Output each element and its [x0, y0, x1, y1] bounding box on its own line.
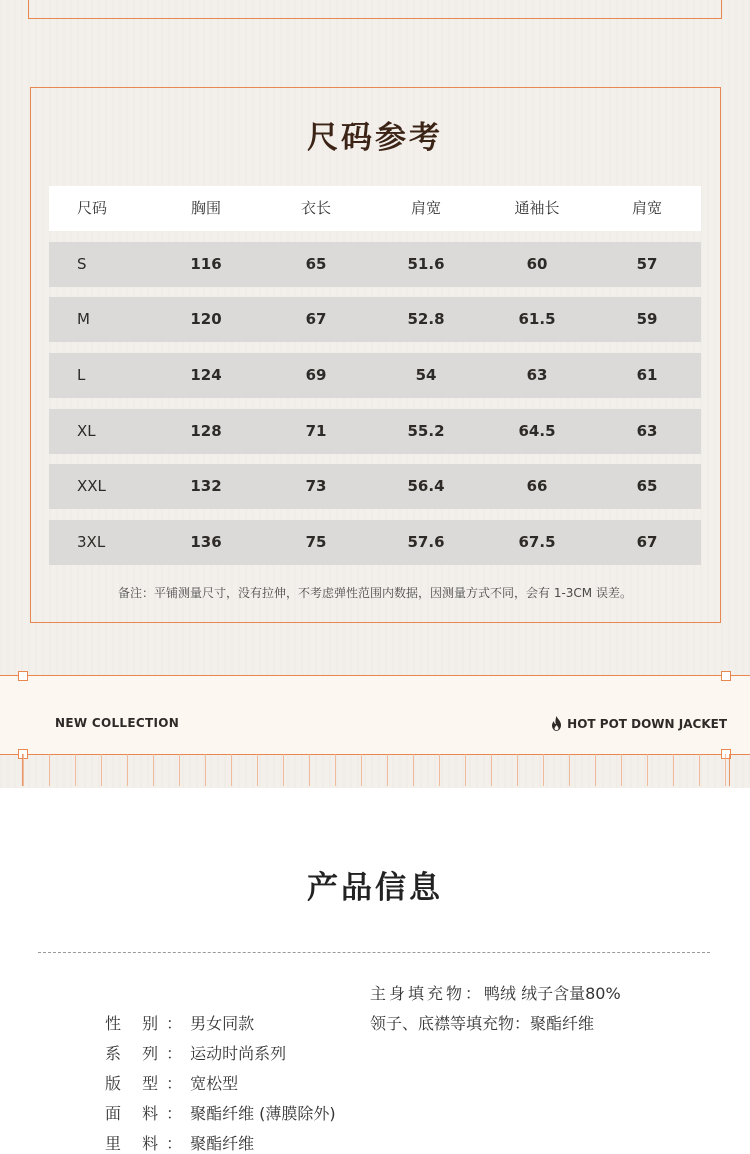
- cell-chest: 120: [190, 310, 222, 328]
- flame-icon: [550, 716, 563, 731]
- info-value: 宽松型: [190, 1074, 239, 1093]
- info-label: 领子、底襟等填充物：: [370, 1014, 531, 1033]
- cell-shoulder: 55.2: [407, 422, 445, 440]
- cell-size: 3XL: [77, 533, 106, 551]
- size-title: 尺码参考: [307, 120, 443, 156]
- table-row: [49, 353, 701, 398]
- table-header-row: [49, 186, 701, 231]
- info-value: 男女同款: [190, 1014, 255, 1033]
- cell-shoulder: 51.6: [407, 255, 445, 273]
- cell-length: 75: [305, 533, 327, 551]
- cell-shoulder-2: 57: [636, 255, 658, 273]
- info-label: 性 别：: [105, 1014, 191, 1033]
- info-value: 鸭绒 绒子含量80%: [484, 984, 621, 1003]
- cell-sleeve: 66: [526, 477, 548, 495]
- info-value: 聚酯纤维 (薄膜除外): [190, 1104, 336, 1123]
- corner-square-icon: [18, 671, 28, 681]
- cell-sleeve: 67.5: [518, 533, 556, 551]
- cell-shoulder: 54: [415, 366, 437, 384]
- info-fit: [105, 1071, 238, 1094]
- info-filling-collar: [370, 1011, 594, 1034]
- cell-chest: 136: [190, 533, 222, 551]
- cell-size: M: [77, 310, 90, 328]
- info-title: 产品信息: [307, 870, 443, 906]
- header-chest: 胸围: [190, 199, 222, 217]
- info-label: 版 型：: [105, 1074, 191, 1093]
- cell-size: XL: [77, 422, 96, 440]
- cell-shoulder-2: 61: [636, 366, 658, 384]
- cell-size: L: [77, 366, 86, 384]
- cell-shoulder: 57.6: [407, 533, 445, 551]
- cell-length: 69: [305, 366, 327, 384]
- cell-length: 65: [305, 255, 327, 273]
- cell-sleeve: 61.5: [518, 310, 556, 328]
- info-fabric: [105, 1101, 336, 1124]
- cell-sleeve: 64.5: [518, 422, 556, 440]
- collection-band: [0, 675, 750, 755]
- info-label: 里 料：: [105, 1134, 191, 1153]
- corner-square-icon: [721, 671, 731, 681]
- info-series: [105, 1041, 286, 1064]
- dashed-divider: [38, 952, 710, 953]
- header-size: 尺码: [77, 199, 108, 217]
- info-value: 运动时尚系列: [190, 1044, 287, 1063]
- header-shoulder-2: 肩宽: [631, 199, 663, 217]
- measurement-note: 备注：平铺测量尺寸，没有拉伸，不考虑弹性范围内数据，因测量方式不同，会有 1-3CM 误差。: [118, 586, 632, 600]
- brand-tagline: [550, 716, 727, 731]
- info-label: 主身填充物：: [370, 984, 485, 1003]
- info-filling-main: [370, 981, 621, 1004]
- info-lining: [105, 1131, 254, 1154]
- header-length: 衣长: [300, 199, 332, 217]
- cell-shoulder-2: 67: [636, 533, 658, 551]
- table-row: [49, 409, 701, 454]
- table-row: [49, 464, 701, 509]
- cell-length: 67: [305, 310, 327, 328]
- hot-pot-label: HOT POT DOWN JACKET: [567, 716, 727, 731]
- cell-size: XXL: [77, 477, 106, 495]
- cell-shoulder: 56.4: [407, 477, 445, 495]
- header-shoulder: 肩宽: [410, 199, 442, 217]
- cell-shoulder-2: 63: [636, 422, 658, 440]
- cell-chest: 116: [190, 255, 222, 273]
- cell-shoulder: 52.8: [407, 310, 445, 328]
- ruler-decoration: [22, 754, 730, 786]
- cell-sleeve: 63: [526, 366, 548, 384]
- table-row: [49, 297, 701, 342]
- cell-chest: 128: [190, 422, 222, 440]
- cell-chest: 132: [190, 477, 222, 495]
- table-row: [49, 520, 701, 565]
- cell-length: 73: [305, 477, 327, 495]
- cell-size: S: [77, 255, 87, 273]
- cell-shoulder-2: 65: [636, 477, 658, 495]
- info-value: 聚酯纤维: [190, 1134, 255, 1153]
- new-collection-label: NEW COLLECTION: [55, 716, 180, 730]
- table-row: [49, 242, 701, 287]
- cell-shoulder-2: 59: [636, 310, 658, 328]
- cell-length: 71: [305, 422, 327, 440]
- header-sleeve: 通袖长: [514, 199, 560, 217]
- cell-sleeve: 60: [526, 255, 548, 273]
- info-value: 聚酯纤维: [530, 1014, 595, 1033]
- cell-chest: 124: [190, 366, 222, 384]
- info-label: 面 料：: [105, 1104, 191, 1123]
- previous-frame-edge: [28, 0, 722, 19]
- info-gender: [105, 1011, 254, 1034]
- info-label: 系 列：: [105, 1044, 191, 1063]
